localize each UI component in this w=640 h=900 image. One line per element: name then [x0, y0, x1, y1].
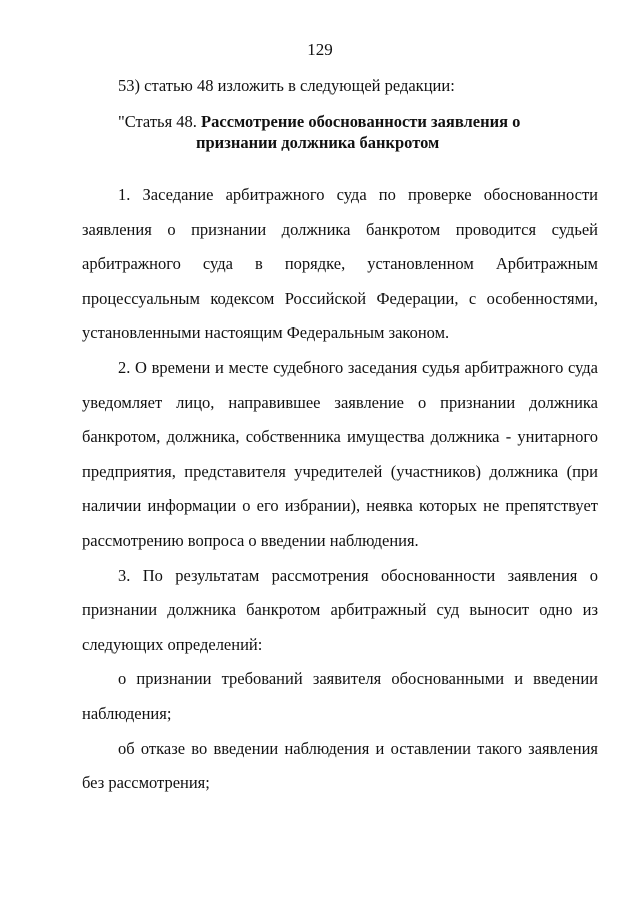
paragraph-1: 1. Заседание арбитражного суда по проверке обоснованности заявления о признании должника банкротом проводится судьей арбитражного суда в порядке, установленном Арбитражным процессуальным кодексом Российской Федерации, с особенностями, установленными настоящим Федеральным законом.	[82, 185, 598, 343]
paragraph-3: 3. По результатам рассмотрения обоснованности заявления о признании должника банкротом арбитражный суд выносит одно из следующих определений:	[82, 565, 598, 654]
paragraph-3-option-2: об отказе во введении наблюдения и оставлении такого заявления без рассмотрения;	[82, 738, 598, 793]
article-title-line2: признании должника банкротом	[196, 133, 440, 152]
article-heading	[118, 111, 558, 153]
amendment-intro: 53) статью 48 изложить в следующей редакции:	[118, 76, 455, 95]
paragraph-3-option-1: о признании требований заявителя обоснованными и введении наблюдения;	[82, 669, 598, 723]
paragraph-2: 2. О времени и месте судебного заседания судья арбитражного суда уведомляет лицо, направившее заявление о признании должника банкротом, должника, собственника имущества должника - унитарного предприятия, представителя учредителей (участников) должника (при наличии информации о его избрании), неявка которых не препятствует рассмотрению вопроса о введении наблюдения.	[82, 357, 598, 550]
article-prefix: "Статья 48.	[118, 112, 202, 131]
article-body	[82, 178, 598, 801]
page-number: 129	[307, 40, 333, 59]
article-title-line1: Рассмотрение обоснованности заявления о	[201, 112, 521, 131]
